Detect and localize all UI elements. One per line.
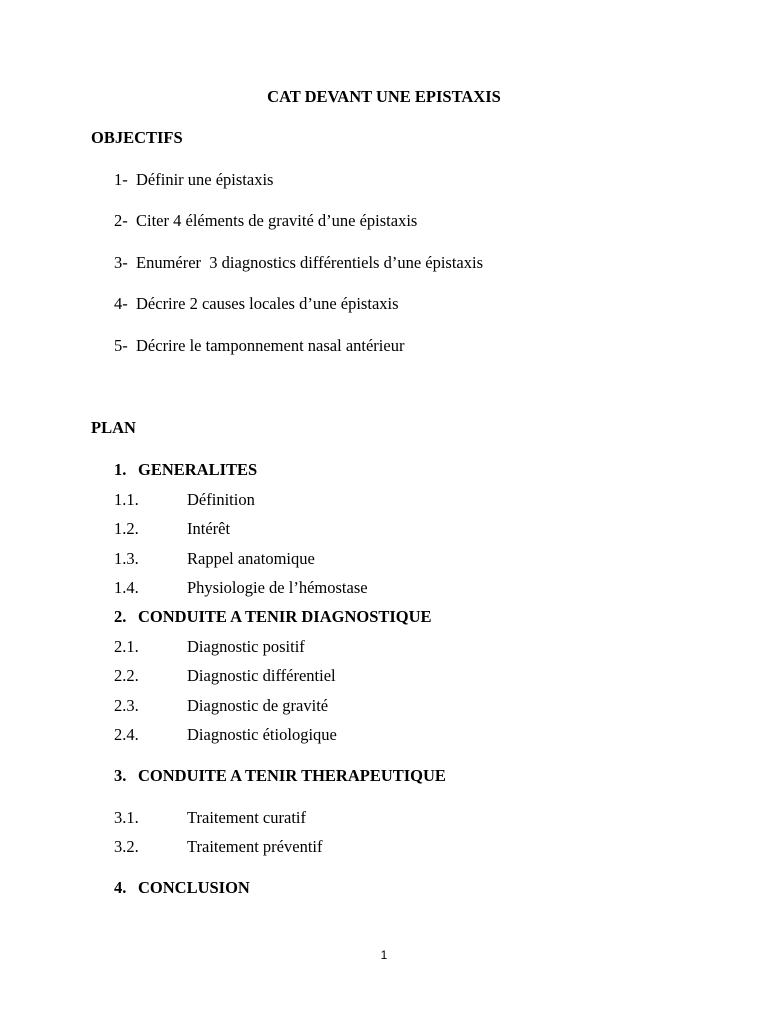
- subitem-text: Diagnostic différentiel: [187, 666, 336, 685]
- plan-subitem: [114, 725, 337, 745]
- section-number: 4.: [114, 878, 127, 897]
- subitem-number: 2.4.: [114, 725, 139, 744]
- plan-section-heading: [114, 878, 250, 898]
- section-title: CONDUITE A TENIR DIAGNOSTIQUE: [138, 607, 432, 626]
- plan-subitem: [114, 666, 336, 686]
- objective-text: Décrire le tamponnement nasal antérieur: [136, 336, 405, 355]
- subitem-number: 2.2.: [114, 666, 139, 685]
- objective-text: Citer 4 éléments de gravité d’une épistaxis: [136, 211, 418, 230]
- section-title: CONDUITE A TENIR THERAPEUTIQUE: [138, 766, 446, 785]
- plan-subitem: [114, 549, 315, 569]
- subitem-text: Traitement curatif: [187, 808, 306, 827]
- plan-section-heading: [114, 607, 432, 627]
- plan-subitem: [114, 578, 368, 598]
- plan-subitem: [114, 519, 230, 539]
- objective-item: [114, 211, 417, 231]
- section-title: CONCLUSION: [138, 878, 250, 897]
- plan-subitem: [114, 490, 255, 510]
- subitem-number: 2.3.: [114, 696, 139, 715]
- section-number: 3.: [114, 766, 127, 785]
- plan-subitem: [114, 837, 322, 857]
- plan-section-heading: [114, 460, 257, 480]
- objective-text: Enumérer 3 diagnostics différentiels d’une épistaxis: [136, 253, 484, 272]
- subitem-number: 1.1.: [114, 490, 139, 509]
- subitem-number: 2.1.: [114, 637, 139, 656]
- subitem-text: Traitement préventif: [187, 837, 323, 856]
- subitem-number: 3.2.: [114, 837, 139, 856]
- section-title: GENERALITES: [138, 460, 258, 479]
- subitem-text: Diagnostic étiologique: [187, 725, 337, 744]
- subitem-text: Rappel anatomique: [187, 549, 315, 568]
- subitem-text: Physiologie de l’hémostase: [187, 578, 368, 597]
- subitem-number: 3.1.: [114, 808, 139, 827]
- objective-item: [114, 170, 273, 190]
- objective-item: [114, 294, 399, 314]
- objective-number: 5-: [114, 336, 128, 355]
- plan-subitem: [114, 696, 328, 716]
- objective-item: [114, 253, 483, 273]
- objectives-heading: OBJECTIFS: [91, 128, 183, 147]
- subitem-text: Diagnostic positif: [187, 637, 305, 656]
- subitem-text: Intérêt: [187, 519, 231, 538]
- subitem-number: 1.2.: [114, 519, 139, 538]
- objective-item: [114, 336, 404, 356]
- plan-heading: PLAN: [91, 418, 136, 437]
- plan-subitem: [114, 637, 305, 657]
- objective-number: 4-: [114, 294, 128, 313]
- objective-number: 2-: [114, 211, 128, 230]
- plan-subitem: [114, 808, 306, 828]
- document-title: CAT DEVANT UNE EPISTAXIS: [267, 87, 501, 106]
- objective-text: Définir une épistaxis: [136, 170, 274, 189]
- objective-number: 3-: [114, 253, 128, 272]
- section-number: 1.: [114, 460, 127, 479]
- subitem-number: 1.3.: [114, 549, 139, 568]
- subitem-text: Diagnostic de gravité: [187, 696, 329, 715]
- plan-section-heading: [114, 766, 446, 786]
- subitem-text: Définition: [187, 490, 255, 509]
- objective-text: Décrire 2 causes locales d’une épistaxis: [136, 294, 399, 313]
- section-number: 2.: [114, 607, 127, 626]
- page-number: 1: [380, 948, 388, 962]
- subitem-number: 1.4.: [114, 578, 139, 597]
- objective-number: 1-: [114, 170, 128, 189]
